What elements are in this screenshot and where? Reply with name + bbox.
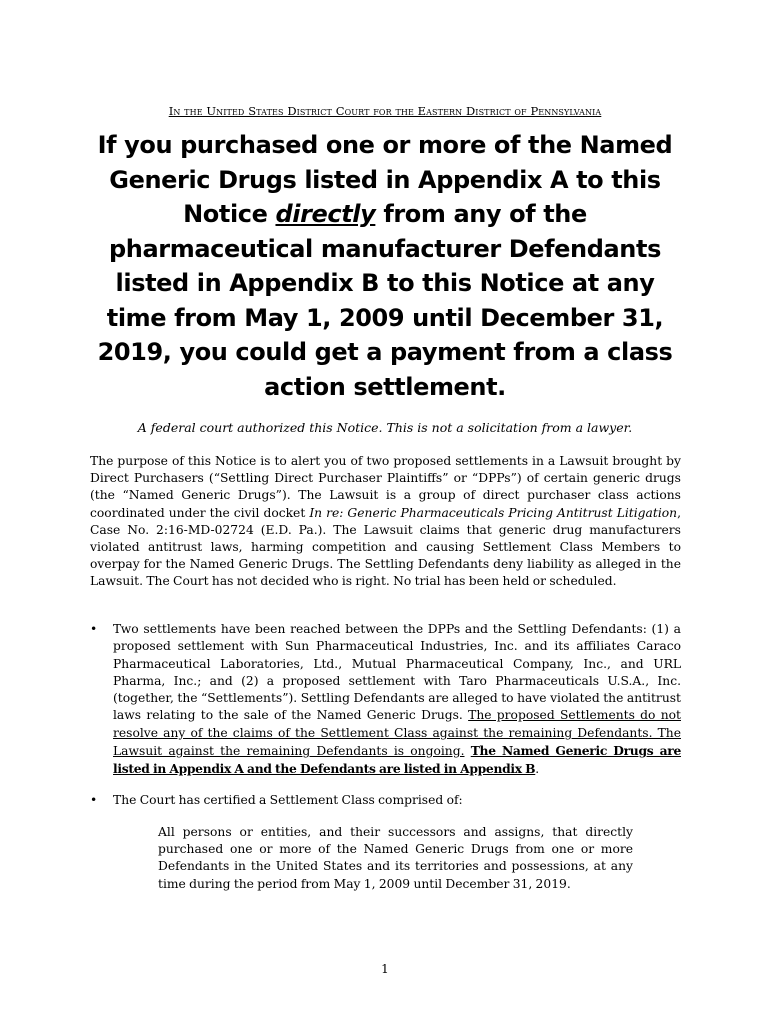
settlements-underlined: The proposed Settlements do not resolve any of the claims of the Settlement Class against the remaining Defendants. The Lawsuit against the remaining Defendants is ongoing. (113, 708, 681, 759)
headline-part1: If you purchased one or more of the Named Generic Drugs listed in Appendix A to this Notice (97, 131, 673, 228)
authorization-statement: A federal court authorized this Notice. This is not a solicitation from a lawyer. (137, 420, 633, 435)
case-name: In re: Generic Pharmaceuticals Pricing Antitrust Litigation (309, 505, 678, 520)
intro-before-case: The purpose of this Notice is to alert you of two proposed settlements in a Lawsuit brought by Direct Purchasers (“Settling Direct Purchaser Plaintiffs” or “DPPs”) of certain generic drugs (the “Named Generic Drugs”). The Lawsuit is a group of direct purchaser class actions coordinated under the civil docket (90, 454, 681, 520)
bullet-settlement-class (90, 792, 681, 809)
headline-emphasis: directly (275, 200, 376, 228)
court-caption: In the United States District Court for the Eastern District of Pennsylvania (168, 104, 602, 118)
bullet-settlements-text (113, 621, 681, 779)
intro-paragraph (90, 453, 681, 591)
settlements-plain: Two settlements have been reached between the DPPs and the Settling Defendants: (1) a proposed settlement with Sun Pharmaceutical Industries, Inc. and its affiliates Caraco Pharmaceutical Laboratories, Ltd., Mutual Pharmaceutical Company, Inc., and URL Pharma, Inc.; and (2) a proposed settlement with Taro Pharmaceuticals U.S.A., Inc. (together, the “Settlements”). Settling Defendants are alleged to have violated the antitrust laws relating to the sale of the Named Generic Drugs. (113, 622, 681, 723)
page-number: 1 (381, 962, 389, 976)
intro-after-case: , Case No. 2:16-MD-02724 (E.D. Pa.). The Lawsuit claims that generic drug manufacturers violated antitrust laws, harming competition and causing Settlement Class Members to overpay for the Named Generic Drugs. The Settling Defendants deny liability as alleged in the Lawsuit. The Court has not decided who is right. No trial has been held or scheduled. (90, 505, 681, 589)
settlements-end: . (535, 762, 540, 777)
notice-headline (95, 128, 675, 404)
headline-part2: from any of the pharmaceutical manufacturer Defendants listed in Appendix B to this Notice at any time from May 1, 2009 until December 31, 2019, you could get a payment from a class action settlement. (97, 200, 673, 401)
bullet-marker: • (90, 622, 98, 636)
bullet-settlement-class-text: The Court has certified a Settlement Class comprised of: (113, 793, 463, 807)
settlements-bold: The Named Generic Drugs are listed in Appendix A and the Defendants are listed in Appendix B (113, 743, 682, 777)
bullet-settlements (90, 621, 681, 779)
class-definition: All persons or entities, and their successors and assigns, that directly purchased one or more of the Named Generic Drugs from one or more Defendants in the United States and its territories and possessions, at any time during the period from May 1, 2009 until December 31, 2019. (158, 825, 633, 891)
bullet-marker: • (90, 793, 98, 807)
